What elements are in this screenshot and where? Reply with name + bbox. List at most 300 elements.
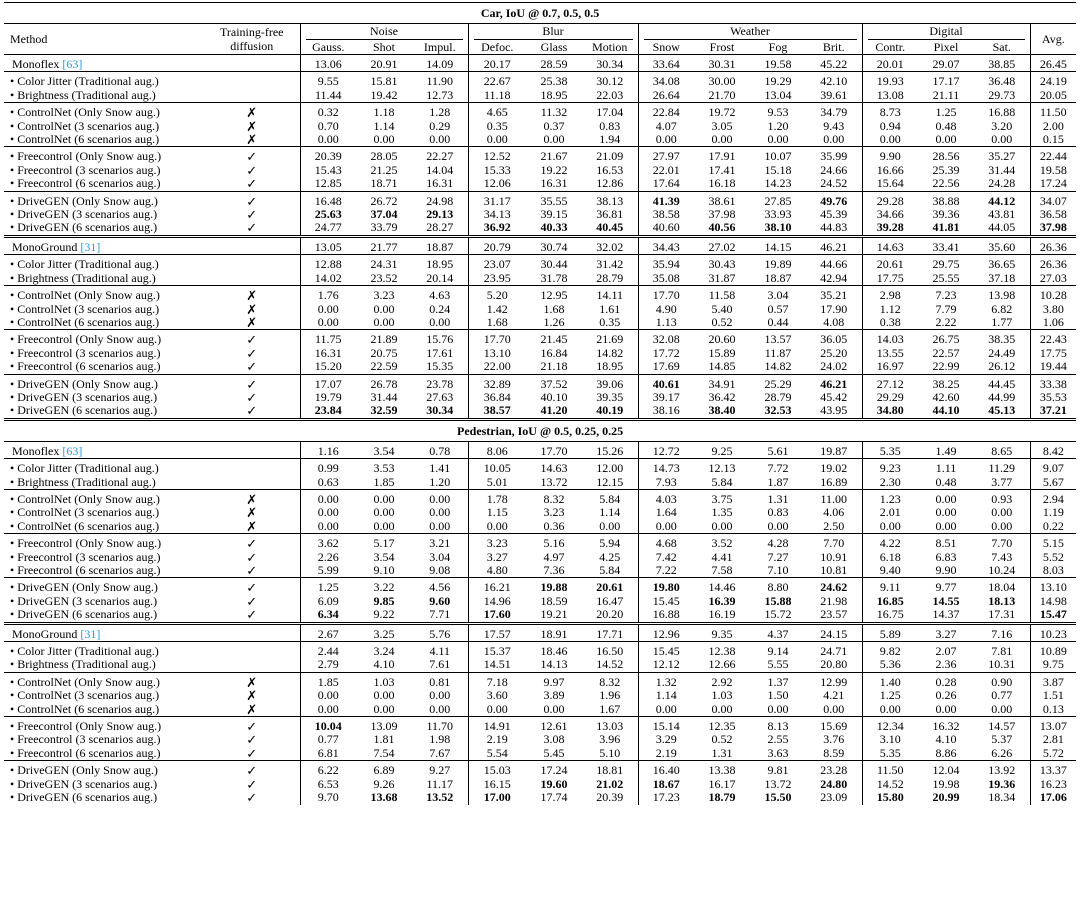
- value-cell: 0.00: [862, 520, 918, 534]
- value-cell: 12.04: [918, 761, 974, 778]
- value-cell: 12.85: [300, 177, 356, 191]
- value-cell: 36.92: [468, 221, 526, 236]
- value-cell: 20.79: [468, 236, 526, 254]
- avg-value: 2.94: [1030, 489, 1076, 506]
- value-cell: 1.49: [918, 441, 974, 458]
- value-cell: 3.62: [300, 534, 356, 551]
- value-cell: 0.00: [429, 506, 451, 520]
- value-cell: 22.03: [596, 88, 624, 102]
- value-cell: 0.00: [767, 133, 789, 147]
- value-cell: 17.70: [638, 286, 694, 303]
- value-cell: 34.43: [638, 236, 694, 254]
- value-cell: 1.14: [638, 689, 694, 702]
- value-cell: 13.09: [356, 717, 412, 734]
- value-cell: 3.04: [750, 286, 806, 303]
- method-row: [4, 564, 1076, 578]
- value-cell: 0.00: [991, 702, 1013, 716]
- value-cell: 15.03: [468, 761, 526, 778]
- value-cell: 7.36: [543, 564, 565, 577]
- value-cell: 14.51: [468, 658, 526, 672]
- method-name: • ControlNet (6 scenarios aug.): [10, 315, 160, 329]
- method-row: [4, 316, 1076, 330]
- value-cell: 17.74: [540, 791, 568, 805]
- value-cell: 0.00: [599, 519, 621, 533]
- avg-value: 26.45: [1030, 55, 1076, 72]
- value-cell: 14.13: [540, 658, 568, 672]
- value-cell: 7.71: [429, 608, 451, 622]
- value-cell: 9.14: [750, 642, 806, 659]
- value-cell: 6.82: [991, 302, 1013, 316]
- value-cell: 0.00: [767, 519, 789, 533]
- method-row: [4, 703, 1076, 717]
- value-cell: 2.22: [935, 315, 957, 329]
- value-cell: 19.21: [540, 608, 568, 622]
- value-cell: 39.36: [932, 208, 960, 222]
- value-cell: 46.21: [806, 374, 862, 391]
- value-cell: 4.97: [543, 550, 565, 564]
- value-cell: 0.00: [711, 519, 733, 533]
- value-cell: 15.76: [412, 330, 468, 347]
- value-cell: 5.84: [582, 489, 638, 506]
- value-cell: 9.60: [429, 594, 451, 608]
- value-cell: 22.59: [370, 360, 398, 374]
- value-cell: 19.89: [750, 255, 806, 272]
- training-free-cell: [204, 72, 300, 89]
- value-cell: 0.00: [300, 689, 356, 702]
- value-cell: 0.00: [373, 506, 395, 520]
- value-cell: 17.41: [708, 163, 736, 177]
- value-cell: 14.85: [708, 360, 736, 374]
- value-cell: 17.70: [468, 330, 526, 347]
- value-cell: 3.20: [991, 119, 1013, 133]
- value-cell: 1.50: [767, 689, 789, 703]
- training-free-label: diffusion: [230, 39, 274, 53]
- value-cell: 4.37: [750, 623, 806, 641]
- value-cell: 3.96: [599, 733, 621, 747]
- method-row: [4, 120, 1076, 133]
- value-cell: 30.74: [526, 236, 582, 254]
- value-cell: 14.91: [468, 717, 526, 734]
- value-cell: 16.50: [582, 642, 638, 659]
- value-cell: 5.99: [300, 564, 356, 578]
- header-row-groups: [4, 24, 1076, 40]
- group-header-noise: [300, 24, 468, 40]
- cross-mark: ✗: [246, 119, 258, 134]
- value-cell: 20.17: [468, 55, 526, 72]
- value-cell: 13.05: [300, 236, 356, 254]
- cross-mark: ✗: [246, 315, 258, 330]
- value-cell: 3.27: [918, 623, 974, 641]
- value-cell: 18.13: [988, 594, 1016, 608]
- value-cell: 20.91: [356, 55, 412, 72]
- avg-value: 35.53: [1030, 391, 1076, 404]
- method-row: [4, 534, 1076, 551]
- value-cell: 14.55: [932, 594, 960, 608]
- value-cell: 18.87: [412, 236, 468, 254]
- value-cell: 40.19: [596, 404, 624, 418]
- value-cell: 5.94: [582, 534, 638, 551]
- avg-value: 3.80: [1030, 303, 1076, 316]
- value-cell: 0.83: [767, 506, 789, 520]
- value-cell: 0.00: [991, 506, 1013, 520]
- value-cell: 40.60: [638, 221, 694, 236]
- value-cell: 0.00: [543, 702, 565, 716]
- value-cell: 0.00: [638, 520, 694, 534]
- value-cell: 16.31: [426, 177, 454, 191]
- method-row: [4, 506, 1076, 519]
- value-cell: 5.76: [412, 623, 468, 641]
- value-cell: 36.84: [468, 391, 526, 404]
- value-cell: 0.77: [991, 689, 1013, 703]
- value-cell: 22.56: [932, 177, 960, 191]
- value-cell: 43.81: [988, 208, 1016, 222]
- value-cell: 5.37: [991, 733, 1013, 747]
- method-row: [4, 672, 1076, 689]
- value-cell: 19.72: [694, 103, 750, 120]
- value-cell: 5.10: [599, 746, 621, 760]
- value-cell: 16.15: [468, 778, 526, 791]
- value-cell: 16.88: [974, 103, 1030, 120]
- method-row: [4, 578, 1076, 595]
- value-cell: 4.06: [823, 506, 845, 520]
- value-cell: 19.42: [370, 88, 398, 102]
- value-cell: 21.18: [540, 360, 568, 374]
- value-cell: 37.98: [708, 208, 736, 222]
- value-cell: 5.16: [526, 534, 582, 551]
- value-cell: 15.50: [764, 791, 792, 805]
- check-mark: ✓: [246, 163, 258, 178]
- method-row: [4, 778, 1076, 791]
- value-cell: 18.79: [708, 791, 736, 805]
- value-cell: 0.63: [300, 476, 356, 490]
- value-cell: 8.51: [918, 534, 974, 551]
- value-cell: 1.98: [429, 733, 451, 747]
- value-cell: 15.81: [356, 72, 412, 89]
- method-row: [4, 761, 1076, 778]
- method-name: • DriveGEN (Only Snow aug.): [4, 191, 204, 208]
- value-cell: 16.47: [596, 594, 624, 608]
- value-cell: 23.07: [468, 255, 526, 272]
- value-cell: 21.70: [708, 88, 736, 102]
- value-cell: 37.18: [988, 271, 1016, 285]
- value-cell: 1.87: [767, 475, 789, 489]
- value-cell: 30.31: [694, 55, 750, 72]
- value-cell: 0.00: [373, 302, 395, 316]
- value-cell: 36.05: [806, 330, 862, 347]
- value-cell: 36.48: [974, 72, 1030, 89]
- value-cell: 17.24: [526, 761, 582, 778]
- value-cell: 26.72: [356, 191, 412, 208]
- value-cell: 0.00: [991, 519, 1013, 533]
- value-cell: 13.57: [750, 330, 806, 347]
- value-cell: 0.00: [711, 702, 733, 716]
- method-name: • Brightness (Traditional aug.): [10, 271, 156, 285]
- section-title: Car, IoU @ 0.7, 0.5, 0.5: [4, 3, 1076, 24]
- value-cell: 6.09: [300, 595, 356, 608]
- value-cell: 1.31: [750, 489, 806, 506]
- value-cell: 0.00: [429, 519, 451, 533]
- value-cell: 11.90: [412, 72, 468, 89]
- value-cell: 3.08: [543, 733, 565, 747]
- value-cell: 0.00: [823, 133, 845, 147]
- value-cell: 20.75: [370, 346, 398, 360]
- value-cell: 6.34: [300, 608, 356, 623]
- value-cell: 23.09: [820, 791, 848, 805]
- value-cell: 18.34: [988, 791, 1016, 805]
- value-cell: 24.80: [820, 777, 848, 791]
- avg-value: 17.06: [1030, 791, 1076, 804]
- value-cell: 0.00: [300, 303, 356, 316]
- value-cell: 0.00: [373, 519, 395, 533]
- value-cell: 17.17: [918, 72, 974, 89]
- section-title-row: [4, 419, 1076, 441]
- value-cell: 1.94: [599, 133, 621, 147]
- method-name: • Brightness (Traditional aug.): [10, 658, 156, 672]
- value-cell: 17.75: [862, 272, 918, 286]
- value-cell: 7.54: [373, 746, 395, 760]
- value-cell: 14.37: [932, 608, 960, 622]
- value-cell: 27.97: [638, 147, 694, 164]
- value-cell: 19.02: [806, 459, 862, 476]
- check-mark: ✓: [246, 564, 258, 578]
- value-cell: 12.73: [426, 88, 454, 102]
- value-cell: 39.61: [820, 88, 848, 102]
- value-cell: 17.90: [820, 302, 848, 316]
- value-cell: 16.66: [862, 164, 918, 177]
- value-cell: 4.11: [412, 642, 468, 659]
- value-cell: 9.08: [429, 564, 451, 577]
- value-cell: 36.65: [974, 255, 1030, 272]
- value-cell: 1.42: [468, 303, 526, 316]
- value-cell: 12.66: [708, 658, 736, 672]
- value-cell: 7.43: [991, 550, 1013, 564]
- value-cell: 0.28: [918, 672, 974, 689]
- value-cell: 0.00: [767, 702, 789, 716]
- training-free-cell: [204, 441, 300, 458]
- value-cell: 38.10: [764, 221, 792, 235]
- value-cell: 11.44: [300, 89, 356, 103]
- value-cell: 1.96: [599, 689, 621, 703]
- value-cell: 4.10: [373, 658, 395, 672]
- value-cell: 17.70: [526, 441, 582, 458]
- value-cell: 43.95: [820, 404, 848, 418]
- value-cell: 31.44: [370, 390, 398, 404]
- avg-value: 24.19: [1030, 72, 1076, 89]
- value-cell: 42.60: [932, 390, 960, 404]
- check-mark: ✓: [246, 608, 258, 623]
- value-cell: 46.21: [806, 236, 862, 254]
- value-cell: 3.27: [468, 551, 526, 564]
- value-cell: 21.69: [582, 330, 638, 347]
- value-cell: 0.81: [412, 672, 468, 689]
- value-cell: 0.00: [429, 315, 451, 329]
- citation-link: [31]: [80, 239, 101, 254]
- avg-value: 22.44: [1030, 147, 1076, 164]
- value-cell: 12.06: [468, 177, 526, 191]
- avg-value: 9.07: [1030, 459, 1076, 476]
- value-cell: 33.41: [918, 236, 974, 254]
- value-cell: 37.52: [526, 374, 582, 391]
- value-cell: 3.24: [356, 642, 412, 659]
- value-cell: 34.80: [862, 404, 918, 419]
- value-cell: 38.25: [918, 374, 974, 391]
- value-cell: 11.18: [468, 89, 526, 103]
- value-cell: 25.55: [932, 271, 960, 285]
- value-cell: 31.44: [988, 163, 1016, 177]
- value-cell: 9.77: [918, 578, 974, 595]
- value-cell: 24.49: [988, 346, 1016, 360]
- value-cell: 10.81: [820, 564, 848, 577]
- value-cell: 20.39: [596, 791, 624, 805]
- value-cell: 23.78: [412, 374, 468, 391]
- avg-value: 1.51: [1030, 689, 1076, 702]
- method-name: • DriveGEN (6 scenarios aug.): [10, 608, 158, 622]
- value-cell: 5.55: [767, 658, 789, 672]
- avg-value: 1.19: [1030, 506, 1076, 519]
- value-cell: 34.91: [694, 374, 750, 391]
- value-cell: 0.00: [373, 315, 395, 329]
- value-cell: 13.55: [862, 347, 918, 360]
- value-cell: 38.88: [918, 191, 974, 208]
- value-cell: 21.09: [582, 147, 638, 164]
- value-cell: 35.27: [974, 147, 1030, 164]
- value-cell: 17.07: [300, 374, 356, 391]
- method-row: [4, 717, 1076, 734]
- avg-value: 36.58: [1030, 208, 1076, 221]
- value-cell: 29.28: [862, 191, 918, 208]
- method-row: [4, 147, 1076, 164]
- method-name: • Freecontrol (6 scenarios aug.): [10, 177, 161, 191]
- value-cell: 16.85: [862, 595, 918, 608]
- value-cell: 16.88: [638, 608, 694, 623]
- value-cell: 20.39: [300, 147, 356, 164]
- value-cell: 0.00: [468, 703, 526, 717]
- method-name: • Freecontrol (3 scenarios aug.): [10, 346, 161, 360]
- value-cell: 21.98: [820, 594, 848, 608]
- value-cell: 0.00: [862, 133, 918, 147]
- value-cell: 5.84: [711, 475, 733, 489]
- value-cell: 12.96: [638, 623, 694, 641]
- value-cell: 40.33: [540, 221, 568, 235]
- value-cell: 11.58: [694, 286, 750, 303]
- value-cell: 7.58: [711, 564, 733, 577]
- value-cell: 0.48: [935, 119, 957, 133]
- value-cell: 36.42: [708, 390, 736, 404]
- value-cell: 35.60: [974, 236, 1030, 254]
- value-cell: 24.66: [820, 163, 848, 177]
- value-cell: 8.65: [974, 441, 1030, 458]
- method-name: • Freecontrol (6 scenarios aug.): [10, 746, 161, 760]
- value-cell: 26.12: [988, 360, 1016, 374]
- value-cell: 40.45: [596, 221, 624, 235]
- value-cell: 23.57: [820, 608, 848, 622]
- value-cell: 5.17: [356, 534, 412, 551]
- check-mark: ✓: [246, 550, 258, 564]
- value-cell: 1.03: [356, 672, 412, 689]
- value-cell: 18.91: [526, 623, 582, 641]
- method-row: [4, 208, 1076, 221]
- method-name: • Freecontrol (3 scenarios aug.): [10, 733, 161, 747]
- value-cell: 14.63: [862, 236, 918, 254]
- value-cell: 14.04: [426, 163, 454, 177]
- group-header-blur: [468, 24, 638, 40]
- value-cell: 1.64: [638, 506, 694, 519]
- training-free-header: [204, 24, 300, 55]
- avg-value: 17.75: [1030, 347, 1076, 360]
- value-cell: 1.16: [300, 441, 356, 458]
- value-cell: 7.42: [638, 551, 694, 564]
- value-cell: 20.14: [426, 271, 454, 285]
- method-row: [4, 658, 1076, 672]
- value-cell: 1.13: [638, 316, 694, 330]
- avg-value: 19.44: [1030, 360, 1076, 374]
- method-name: • DriveGEN (Only Snow aug.): [4, 761, 204, 778]
- value-cell: 29.73: [988, 88, 1016, 102]
- value-cell: 15.64: [862, 177, 918, 191]
- value-cell: 0.00: [300, 703, 356, 717]
- check-mark: ✓: [246, 390, 258, 405]
- value-cell: 13.72: [764, 777, 792, 791]
- value-cell: 0.00: [300, 506, 356, 519]
- value-cell: 4.63: [412, 286, 468, 303]
- value-cell: 4.25: [599, 550, 621, 564]
- value-cell: 24.02: [820, 360, 848, 374]
- value-cell: 4.21: [823, 689, 845, 703]
- value-cell: 2.98: [862, 286, 918, 303]
- method-name: • DriveGEN (6 scenarios aug.): [10, 791, 158, 805]
- value-cell: 20.20: [596, 608, 624, 622]
- value-cell: 3.25: [356, 623, 412, 641]
- column-header-shot: Shot: [372, 39, 395, 54]
- check-mark: ✓: [246, 733, 258, 747]
- value-cell: 14.03: [862, 330, 918, 347]
- value-cell: 0.00: [429, 689, 451, 703]
- value-cell: 0.00: [935, 133, 957, 147]
- value-cell: 16.48: [300, 191, 356, 208]
- results-table-container: [4, 2, 1076, 805]
- value-cell: 24.31: [356, 255, 412, 272]
- value-cell: 4.10: [935, 733, 957, 747]
- training-free-cell: [204, 476, 300, 490]
- method-name: • DriveGEN (3 scenarios aug.): [10, 594, 158, 608]
- value-cell: 4.22: [862, 534, 918, 551]
- value-cell: 13.52: [426, 791, 454, 805]
- method-row: [4, 374, 1076, 391]
- value-cell: 1.32: [638, 672, 694, 689]
- value-cell: 27.85: [750, 191, 806, 208]
- value-cell: 18.71: [370, 177, 398, 191]
- value-cell: 13.92: [974, 761, 1030, 778]
- value-cell: 16.18: [708, 177, 736, 191]
- value-cell: 1.14: [373, 119, 395, 133]
- value-cell: 35.94: [638, 255, 694, 272]
- value-cell: 0.52: [711, 315, 733, 329]
- method-name: • ControlNet (Only Snow aug.): [4, 286, 204, 303]
- value-cell: 42.94: [820, 271, 848, 285]
- method-row: [4, 272, 1076, 286]
- value-cell: 23.84: [300, 404, 356, 419]
- value-cell: 1.25: [300, 578, 356, 595]
- value-cell: 32.89: [468, 374, 526, 391]
- value-cell: 30.44: [526, 255, 582, 272]
- value-cell: 0.00: [823, 702, 845, 716]
- value-cell: 15.20: [300, 360, 356, 374]
- method-row: [4, 391, 1076, 404]
- value-cell: 44.12: [974, 191, 1030, 208]
- value-cell: 1.11: [918, 459, 974, 476]
- avg-value: 20.05: [1030, 89, 1076, 103]
- method-name: • ControlNet (3 scenarios aug.): [10, 119, 160, 133]
